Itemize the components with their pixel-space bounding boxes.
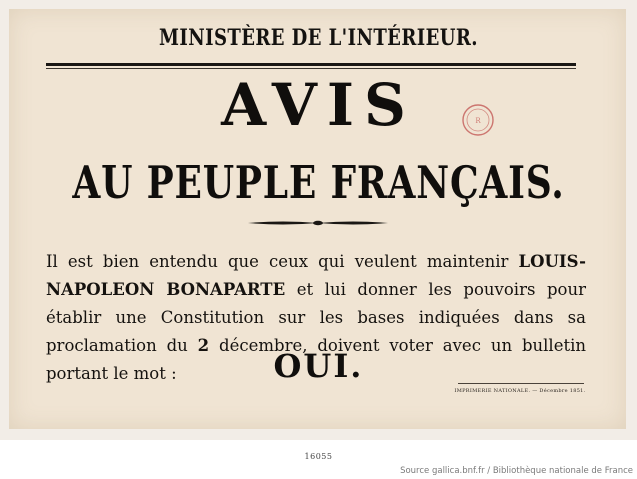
ministry-header: MINISTÈRE DE L'INTÉRIEUR. [158,25,478,51]
proclamation-text: Il est bien entendu que ceux qui veulent maintenir LOUIS-NAPOLEON BONAPARTE et lui donner les pouvoirs pour établir une Constitution sur les bases indiquées dans sa proclamation du 2 décembre, doivent voter avec un bulletin portant le mot : [46,252,586,383]
ornamental-rule-icon [248,214,388,226]
source-credit: Source gallica.bnf.fr / Bibliothèque nationale de France [400,466,633,476]
poster-subtitle: AU PEUPLE FRANÇAIS. [72,156,565,209]
imprint-rule [458,383,584,384]
header-rule-thick [46,63,576,66]
vote-word: OUI. [273,347,364,385]
date-emphasis: 2 [197,336,210,355]
name-emphasis: LOUIS-NAPOLEON BONAPARTE [46,252,586,299]
catalog-number: 16055 [304,452,333,461]
header-rule-thin [46,68,576,69]
printer-imprint: IMPRIMERIE NATIONALE. — Décembre 1851. [454,388,586,394]
poster-title: AVIS [221,71,416,139]
svg-text:R: R [475,117,481,125]
